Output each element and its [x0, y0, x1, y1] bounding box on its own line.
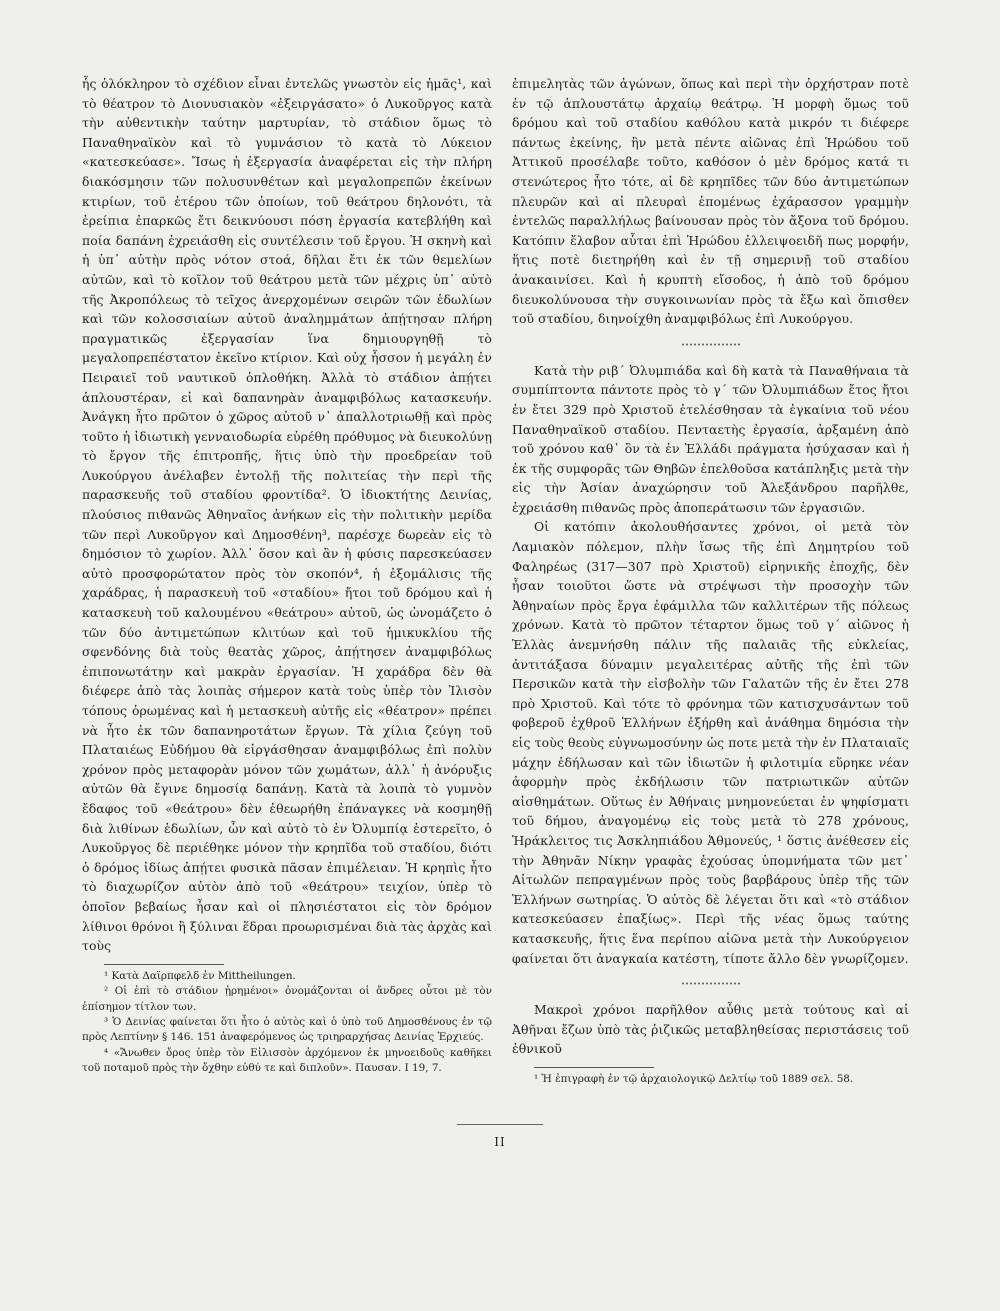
left-body-paragraph: ἧς ὁλόκληρον τὸ σχέδιον εἶναι ἐντελῶς γνωστὸν εἰς ἡμᾶς¹, καὶ τὸ θέατρον τὸ Διονυσιακὸν «ἐξειργάσατο» ὁ Λυκοῦργος κατὰ τὴν αὐθεντικὴν ταύτην μαρτυρίαν, τὸ στάδιον ὅμως τὸ Παναθηναϊκὸν καὶ τὸ γυμνάσιον τὸ κατὰ τὸ Λύκειον «κατεσκεύασε». Ἴσως ἡ ἐξεργασία ἀναφέρεται εἰς τὴν πλήρη διακόσμησιν τῶν πολυσυνθέτων καὶ μεγαλοπρεπῶν ἐκείνων κτιρίων, τοῦ ἑτέρου τῶν ὁποίων, τοῦ θεάτρου δηλονότι, τὰ ἐρείπια ἐπαρκῶς ἔτι δεικνύουσι πόση ἐργασία κατεβλήθη καὶ ποία δαπάνη ἐχρειάσθη εἰς συντέλεσιν τοῦ ἔργου. Ἡ σκηνὴ καὶ ἡ ὑπ᾽ αὐτὴν πρὸς νότον στοά, δῆλαι ἔτι ἐκ τῶν θεμελίων αὐτῶν, καὶ τὸ κοῖλον τοῦ θεάτρου μετὰ τῶν μέχρις ὑπ᾽ αὐτὸ τῆς Ἀκροπόλεως τὸ τεῖχος ἀνερχομένων σειρῶν τῶν ἑδωλίων καὶ τῶν κολοσσιαίων αὐτοῦ ἀναλημμάτων ἀπῄτησαν πλήρη πραγματικῶς ἐξεργασίαν ἵνα δημιουργηθῇ τὸ μεγαλοπρεπέστατον ἐκεῖνο κτίριον. Καὶ οὐχ ἧσσον ἡ μεγάλη ἐν Πειραιεῖ τοῦ ναυτικοῦ ὁπλοθήκη. Ἀλλὰ τὸ στάδιον ἀπῄτει ἁπλουστέραν, εἰ καὶ δαπανηρὰν ἀναμφιβόλως κατασκευήν. Ἀνάγκη ἦτο πρῶτον ὁ χῶρος αὐτοῦ ν᾽ ἀπαλλοτριωθῇ καὶ πρὸς τοῦτο ἡ ἰδιωτικὴ γενναιοδωρία εὑρέθη πρόθυμος νὰ διευκολύνῃ τὸ ἔργον τῆς ἐπιτροπῆς, ἥτις ὑπὸ τὴν προεδρείαν τοῦ Λυκούργου ἀνέλαβεν ἐντολῇ τῆς πολιτείας τὴν περὶ τῆς παρασκευῆς τοῦ σταδίου φροντίδα². Ὁ ἰδιοκτήτης Δεινίας, πλούσιος πιθανῶς Ἀθηναῖος ἀνήκων εἰς τὴν πολιτικὴν μερίδα τῶν περὶ Λυκοῦργον καὶ Δημοσθένη³, παρέσχε δωρεὰν εἰς τὸ δημόσιον τὸ χωρίον. Ἀλλ᾽ ὅσον καὶ ἂν ἡ φύσις παρεσκεύασεν αὐτὸ προσφορώτατον πρὸς τὸν σκοπόν⁴, ἡ ἐξομάλισις τῆς χαράδρας, ἡ παρασκευὴ τοῦ «σταδίου» ἤτοι τοῦ δρόμου καὶ ἡ κατασκευὴ τοῦ καλουμένου «θεάτρου» αὐτοῦ, ὡς ὠνομάζετο ὁ τῶν δύο ἀντιμετώπων κλιτύων καὶ τοῦ ἡμικυκλίου τῆς σφενδόνης διὰ τοὺς θεατὰς χῶρος, ἀπῄτησεν ἀναμφιβόλως ἐπιπονωτάτην καὶ μακρὰν ἐργασίαν. Ἡ χαράδρα δὲν θὰ διέφερε ἀπὸ τὰς λοιπὰς σήμερον κατὰ τοὺς ὑπὲρ τὸν Ἰλισὸν τόπους ὁρωμένας καὶ ἡ μετασκευὴ αὐτῆς εἰς «θέατρον» πρέπει νὰ ἦτο ἐκ τῶν δαπανηροτάτων ἔργων. Τὰ χίλια ζεύγη τοῦ Πλαταιέως Εὐδήμου θὰ εἰργάσθησαν ἀναμφιβόλως ἐπὶ πολὺν χρόνον πρὸς μεταφορὰν μόνον τῶν χωμάτων, ἀλλ᾽ ἡ ἀνόρυξις αὐτῶν θὰ ἔγινε δημοσίᾳ δαπάνῃ. Κατὰ τὰ λοιπὰ τὸ γυμνὸν ἔδαφος τοῦ «θεάτρου» δὲν ἐθεωρήθη ἐπάναγκες νὰ κοσμηθῇ διὰ λιθίνων ἑδωλίων, ὧν καὶ αὐτὸ τὸ ἐν Ὀλυμπίᾳ ἐστερεῖτο, ὁ Λυκοῦργος δὲ περιέθηκε μόνον τὴν κρηπῖδα τοῦ σταδίου, διότι ὁ δρόμος ἰδίως ἀπῄτει φυσικὰ πᾶσαν ἐπιμέλειαν. Ἡ κρηπὶς ἦτο τὸ διαχωρίζον αὐτὸν ἀπὸ τοῦ «θεάτρου» τειχίον, ὑπὲρ τὸ ὁποῖον βεβαίως ἦσαν καὶ οἱ πλησιέστατοι εἰς τὸν δρόμον λίθινοι θρόνοι ἢ ξύλιναι ἕδραι προωρισμέναι διὰ τὰς ἀρχὰς καὶ τοὺς: [82, 76, 492, 954]
page-footer: [0, 1124, 1000, 1150]
right-paragraph-1: ἐπιμελητὰς τῶν ἀγώνων, ὅπως καὶ περὶ τὴν ὀρχήστραν ποτὲ ἐν τῷ ἁπλουστάτῳ ἀρχαίῳ θεάτρῳ. Ἡ μορφὴ ὅμως τοῦ δρόμου καὶ τοῦ σταδίου καθόλου κατὰ μικρόν τι διέφερε πάντως ἐκείνης, ἣν μετὰ πέντε αἰῶνας ἐπὶ Ἡρώδου τοῦ Ἀττικοῦ προσέλαβε τοῦτο, καθόσον ὁ μὲν δρόμος κατά τι στενώτερος ἦτο τότε, αἱ δὲ κρηπῖδες τῶν δύο ἀντιμετώπων πλευρῶν καὶ αἱ πλευραὶ ἑπομένως ἐχάρασσον γραμμὴν ἐντελῶς παραλλήλως βαίνουσαν πρὸς τὸν ἄξονα τοῦ δρόμου. Κατόπιν ἔλαβον αὗται ἐπὶ Ἡρώδου ἐλλειψοειδῆ πως μορφήν, ἥτις ποτὲ διετηρήθη καὶ ἐν τῇ σημερινῇ τοῦ σταδίου ἀνακαινίσει. Καὶ ἡ κρυπτὴ εἴσοδος, ἡ ἀπὸ τοῦ δρόμου διευκολύνουσα τὴν συγκοινωνίαν πρὸς τὰ ἔξω καὶ ὄπισθεν τοῦ σταδίου, διηνοίχθη ἀναμφιβόλως ἐπὶ Λυκούργου.: [512, 76, 909, 327]
left-column: [82, 74, 492, 1077]
footnote-4: ⁴ «Ἄνωθεν ὄρος ὑπὲρ τὸν Εἰλισσὸν ἀρχόμενον ἐκ μηνοειδοῦς καθῆκει τοῦ ποταμοῦ πρὸς τὴν ὄχθην εὐθύ τε καὶ διπλοῦν». Παυσαν. Ι 19, 7.: [82, 1046, 492, 1075]
footnotes-left: [82, 969, 492, 1077]
page-number-rule: [457, 1124, 543, 1125]
footnote-right-1: ¹ Ἡ ἐπιγραφὴ ἐν τῷ ἀρχαιολογικῷ Δελτίῳ τοῦ 1889 σελ. 58.: [534, 1072, 854, 1085]
footnote-rule-left: [104, 964, 224, 965]
footnote-2: ² Οἱ ἐπὶ τὸ στάδιον ᾑρημένοι» ὀνομάζονται οἱ ἄνδρες οὗτοι μὲ τὸν ἐπίσημον τίτλον των.: [82, 985, 492, 1013]
right-paragraph-3: Οἱ κατόπιν ἀκολουθήσαντες χρόνοι, οἱ μετὰ τὸν Λαμιακὸν πόλεμον, πλὴν ἴσως τῆς ἐπὶ Δημητρίου τοῦ Φαληρέως (317—307 πρὸ Χριστοῦ) εἰρηνικῆς ἐποχῆς, δὲν ἦσαν τοιοῦτοι ὥστε νὰ στρέψωσι τὴν προσοχὴν τῶν Ἀθηναίων πρὸς ἔργα ἐφάμιλλα τῶν καλλιτέρων τῆς πόλεως χρόνων. Κατὰ τὸ πρῶτον τέταρτον ὅμως τοῦ γ´ αἰῶνος ἡ Ἑλλὰς ἀνεμνήσθη πάλιν τῆς παλαιᾶς τῆς εὐκλείας, ἀντιτάξασα δύναμιν μεγαλειτέρας αὐτῆς τῆς ἐπὶ τῶν Περσικῶν κατὰ τὴν εἰσβολὴν τῶν Γαλατῶν τῆς ἐν ἔτει 278 πρὸ Χριστοῦ. Καὶ τότε τὸ φρόνημα τῶν κατισχυσάντων τοῦ φοβεροῦ ἐχθροῦ Ἑλλήνων ἐξήρθη καὶ ἀνάθημα δημόσια τὴν εἰς τοὺς θεοὺς εὐγνωμοσύνην ὡς ποτε μετὰ τὴν ἐν Πλαταιαῖς μάχην ἐδήλωσαν καὶ τῶν ἰδιωτῶν ἡ φιλοτιμία εὕρηκε νέαν ἀφορμὴν πρὸς ἐκδήλωσιν τῶν πατριωτικῶν αὐτῶν αἰσθημάτων. Οὕτως ἐν Ἀθήναις μνημονεύεται ἐν ψηφίσματι τοῦ δήμου, ἀναγομένῳ εἰς τοὺς μετὰ τὸ 278 χρόνους, Ἡράκλειτος τις Ἀσκληπιάδου Ἀθμονεύς, ¹ ὅστις ἀνέθεσεν εἰς τὴν Ἀθηνᾶν Νίκην γραφὰς ἐχούσας ὑπομνήματα τῶν μετ᾽ Αἰτωλῶν πεπραγμένων πρὸς τοὺς βαρβάρους ὑπὲρ τῆς τῶν Ἑλλήνων σωτηρίας. Ὁ αὐτὸς δὲ λέγεται ὅτι καὶ «τὸ στάδιον κατεσκεύασεν ἐπαξίως». Περὶ τῆς νέας ὅμως ταύτης κατασκευῆς, ἥτις ἕνα περίπου αἰῶνα μετὰ τὴν Λυκούργειον φαίνεται ὅτι ἀναγκαία κατέστη, τίποτε ἄλλο δὲν γνωρίζομεν.: [512, 519, 909, 966]
page-number: II: [494, 1135, 506, 1149]
right-paragraph-4: Μακροὶ χρόνοι παρῆλθον αὖθις μετὰ τούτους καὶ αἱ Ἀθῆναι ἔζων ὑπὸ τὰς ῥιζικῶς μεταβληθείσας περιστάσεις τοῦ ἐθνικοῦ: [512, 1002, 909, 1057]
right-paragraph-2: Κατὰ τὴν ριβ´ Ὀλυμπιάδα καὶ δὴ κατὰ τὰ Παναθήναια τὰ συμπίπτοντα πάντοτε πρὸς τὸ γ´ τῶν Ὀλυμπιάδων ἔτος ἤτοι ἐν ἔτει 329 πρὸ Χριστοῦ ἐτελέσθησαν τὰ ἐγκαίνια τοῦ νέου Παναθηναϊκοῦ σταδίου. Πενταετὴς ἐργασία, ἀρξαμένη ἀπὸ τοῦ χρόνου καθ᾽ ὃν τὰ ἐν Ἑλλάδι πράγματα ἡσύχασαν καὶ ἡ ἐκ τῆς συμφορᾶς τῶν Θηβῶν ἐπελθοῦσα κατάπληξις μετὰ τὴν εἰς τὴν Ἀσίαν ἀναχώρησιν τοῦ Ἀλεξάνδρου παρῆλθε, ἐχρειάσθη πιθανῶς πρὸς ἀποπεράτωσιν τῶν ἐργασιῶν.: [512, 362, 909, 515]
footnotes-right: [512, 1072, 909, 1087]
footnote-3: ³ Ὁ Δεινίας φαίνεται ὅτι ἦτο ὁ αὐτὸς καὶ ὁ ὑπὸ τοῦ Δημοσθένους ἐν τῷ πρὸς Λεπτίνην § 146. 151 ἀναφερόμενος ὡς τριηραρχήσας Δεινίας Ἐρχιεύς.: [82, 1015, 492, 1044]
footnote-1: ¹ Κατὰ Δαϊρπφελδ ἐν Mittheilungen.: [104, 969, 296, 982]
footnote-rule-right: [534, 1067, 654, 1068]
ornamental-divider-2: [681, 982, 741, 988]
right-column: [512, 74, 909, 1087]
ornamental-divider-1: [681, 343, 741, 349]
